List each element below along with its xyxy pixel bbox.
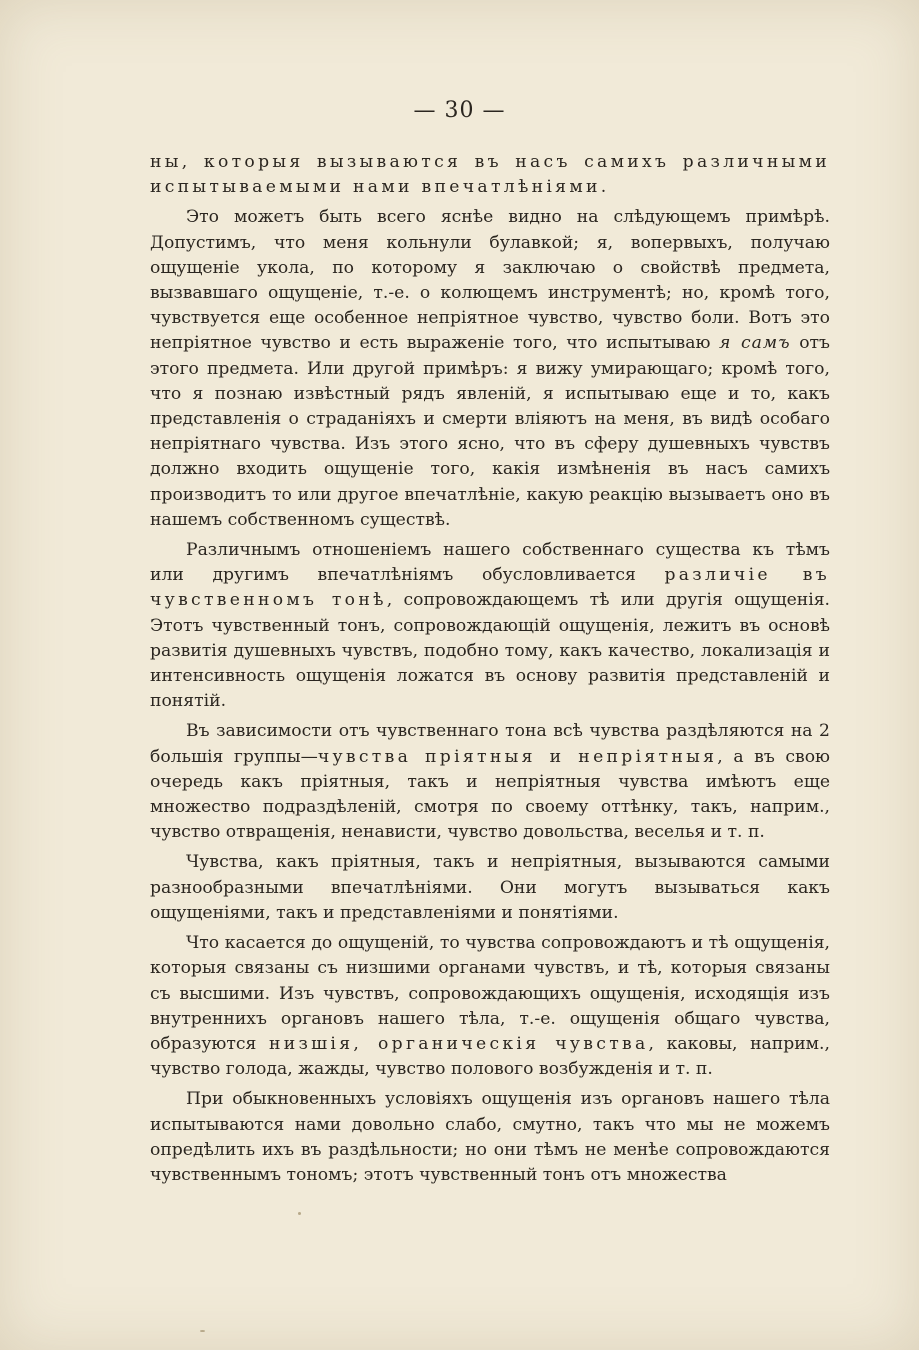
paragraph (150, 205, 830, 533)
paragraph-text: , а въ свою очередь какъ пріятныя, такъ и непріятныя чувства имѣютъ еще множество подраздѣленій, смотря по своему оттѣнку, такъ, наприм., чувство отвращенія, ненависти, чувство довольства, веселья и т. п. (150, 746, 831, 843)
spaced-emphasis-text: различіе въ чувственномъ тонѣ (150, 565, 831, 611)
paragraph-text: Чувства, какъ пріятныя, такъ и непріятныя, вызываются самыми разнообразными впечатлѣніями. Они могутъ вызываться какъ ощущеніями, такъ и представленіями и понятіями. (150, 852, 830, 923)
spaced-emphasis-text: низшія, органическія чувства (268, 1033, 649, 1054)
paragraph (150, 719, 830, 845)
paragraph-text: Что касается до ощущеній, то чувства сопровождаютъ и тѣ ощущенія, которыя связаны съ низшими органами чувствъ, и тѣ, которыя связаны съ высшими. Изъ чувствъ, сопровождающихъ ощущенія, исходящія изъ внутреннихъ органовъ нашего тѣла, т.-е. ощущенія общаго чувства, образуются (150, 933, 830, 1054)
paragraph-text: Въ зависимости отъ чувственнаго тона всѣ чувства раздѣляются на 2 большія группы— (150, 721, 830, 767)
paragraph (150, 850, 830, 926)
paragraph-text: Это можетъ быть всего яснѣе видно на слѣдующемъ примѣрѣ. Допустимъ, что меня кольнули булавкой; я, вопервыхъ, получаю ощущеніе укола, по которому я заключаю о свойствѣ предмета, вызвавшаго ощущеніе, т.-е. о колющемъ инструментѣ; но, кромѣ того, чувствуется еще особенное непріятное чувство, чувство боли. Вотъ это непріятное чувство и есть выраженіе того, что испытываю (150, 207, 830, 354)
paragraph (150, 1087, 830, 1188)
paper-spot (298, 1212, 301, 1215)
page-number: — 30 — (413, 98, 506, 123)
paragraph-text: , каковы, наприм., чувство голода, жажды, чувство полового возбужденія и т. п. (150, 1033, 830, 1080)
paragraph-text: , сопровождающемъ тѣ или другія ощущенія. Этотъ чувственный тонъ, сопровождающій ощущенія, лежитъ въ основѣ развитія душевныхъ чувствъ, подобно тому, какъ качество, локализація и интенсивность ощущенія ложатся въ основу развитія представленій и понятій. (150, 590, 830, 712)
paragraph (150, 538, 830, 714)
paper-spot (200, 1330, 205, 1332)
paragraph-text: Различнымъ отношеніемъ нашего собственнаго существа къ тѣмъ или другимъ впечатлѣніямъ обусловливается (150, 540, 830, 586)
italic-emphasis-text: я самъ (719, 333, 791, 354)
paragraph (150, 150, 830, 200)
spaced-emphasis-text: ны, которыя вызываются въ насъ самихъ различными испытываемыми нами впечатлѣніями. (150, 152, 830, 198)
spaced-emphasis-text: чувства пріятныя и непріятныя (317, 746, 718, 767)
body-text (150, 150, 830, 1193)
paragraph-text: При обыкновенныхъ условіяхъ ощущенія изъ органовъ нашего тѣла испытываются нами довольно слабо, смутно, такъ что мы не можемъ опредѣлить ихъ въ раздѣльности; но они тѣмъ не менѣе сопровождаются чувственнымъ тономъ; этотъ чувственный тонъ отъ множества (150, 1089, 830, 1185)
paragraph-text: отъ этого предмета. Или другой примѣръ: я вижу умирающаго; кромѣ того, что я познаю извѣстный рядъ явленій, я испытываю еще и то, какъ представленія о страданіяхъ и смерти вліяютъ на меня, въ видѣ особаго непріятнаго чувства. Изъ этого ясно, что въ сферу душевныхъ чувствъ должно входить ощущеніе того, какія измѣненія въ насъ самихъ производитъ то или другое впечатлѣніе, какую реакцію вызываетъ оно въ нашемъ собственномъ существѣ. (150, 333, 830, 530)
paragraph (150, 931, 830, 1082)
